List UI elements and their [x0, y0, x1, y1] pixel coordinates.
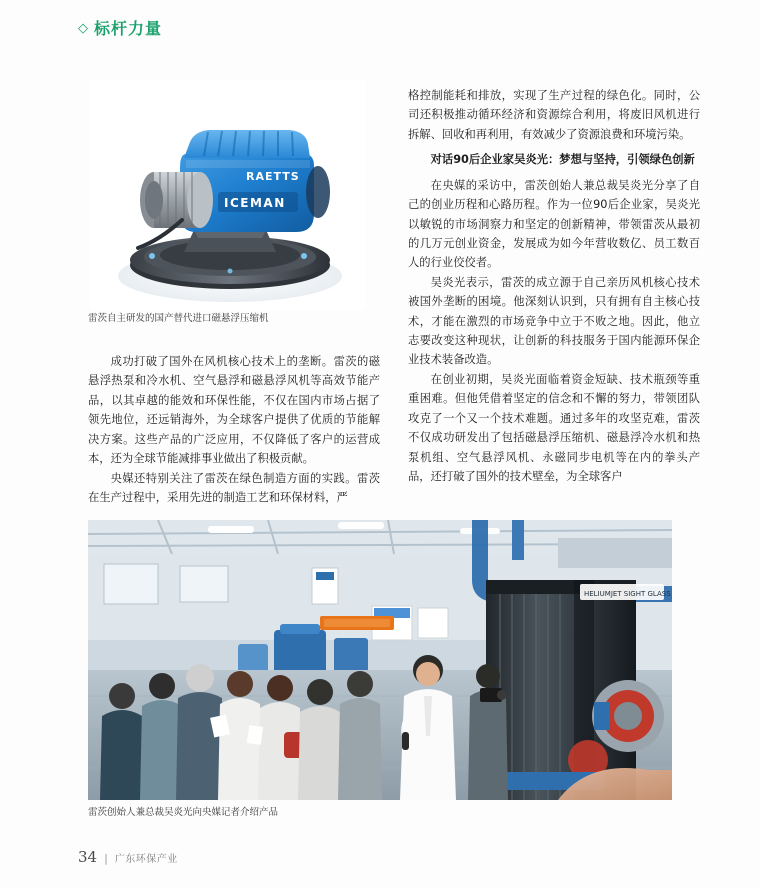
- left-text-column: [88, 352, 380, 507]
- paragraph: 在央媒的采访中，雷茨创始人兼总裁吴炎光分享了自己的创业历程和心路历程。作为一位90后企业家，吴炎光以敏锐的市场洞察力和坚定的创新精神，带领雷茨从最初的几万元创业资金，发展成为如今年营收数亿、员工数百人的行业佼佼者。: [408, 178, 700, 270]
- paragraph: 央媒还特别关注了雷茨在绿色制造方面的实践。雷茨在生产过程中，采用先进的制造工艺和环保材料，严: [88, 471, 380, 504]
- photo-figure-caption: 雷茨创始人兼总裁吴炎光向央媒记者介绍产品: [88, 807, 279, 818]
- page-title: 标杆力量: [94, 19, 163, 38]
- footer-separator: |: [104, 852, 108, 865]
- diamond-icon: ◇: [78, 21, 88, 36]
- footer-page-number: 34: [78, 848, 98, 866]
- machine-figure-caption: 雷茨自主研发的国产替代进口磁悬浮压缩机: [88, 313, 269, 324]
- paragraph: 吴炎光表示，雷茨的成立源于自己亲历风机核心技术被国外垄断的困境。他深刻认识到，只有拥有自主核心技术，才能在激烈的市场竞争中立于不败之地。因此，他立志要改变这种现状，让创新的科技服务于国内能源环保企业技术装备改造。: [408, 275, 700, 367]
- interview-subheading: 对话90后企业家吴炎光：梦想与坚持，引领绿色创新: [430, 153, 695, 167]
- svg-text:HELIUMJET SIGHT GLASS: HELIUMJET SIGHT GLASS: [584, 590, 671, 598]
- footer-publication-name: 广东环保产业: [114, 854, 178, 865]
- svg-text:RAETTS: RAETTS: [246, 170, 300, 183]
- machine-illustration: [90, 80, 365, 310]
- paragraph: 在创业初期，吴炎光面临着资金短缺、技术瓶颈等重重困难。但他凭借着坚定的信念和不懈的努力，带领团队攻克了一个又一个技术难题。通过多年的攻坚克难，雷茨不仅成功研发出了包括磁悬浮压缩机、磁悬浮冷水机和热泵机组、空气悬浮风机、永磁同步电机等在内的拳头产品，还打破了国外的技术壁垒，为全球客户: [408, 372, 700, 484]
- factory-visit-photo: [88, 520, 672, 800]
- paragraph: 格控制能耗和排放，实现了生产过程的绿色化。同时，公司还积极推动循环经济和资源综合利用，将废旧风机进行拆解、回收和再利用，有效减少了资源浪费和环境污染。: [408, 89, 700, 141]
- page-footer: [78, 848, 178, 866]
- machine-figure: [90, 80, 365, 310]
- paragraph: 成功打破了国外在风机核心技术上的垄断。雷茨的磁悬浮热泵和冷水机、空气悬浮和磁悬浮风机等高效节能产品，以其卓越的能效和环保性能，不仅在国内市场占据了领先地位，还远销海外，为全球客户提供了优质的节能解决方案。这些产品的广泛应用，不仅降低了客户的运营成本，还为全球节能减排事业做出了积极贡献。: [88, 355, 380, 466]
- photo-illustration: [88, 520, 672, 800]
- svg-text:ICEMAN: ICEMAN: [224, 196, 286, 210]
- right-text-column: [408, 86, 700, 486]
- section-header: [78, 16, 162, 39]
